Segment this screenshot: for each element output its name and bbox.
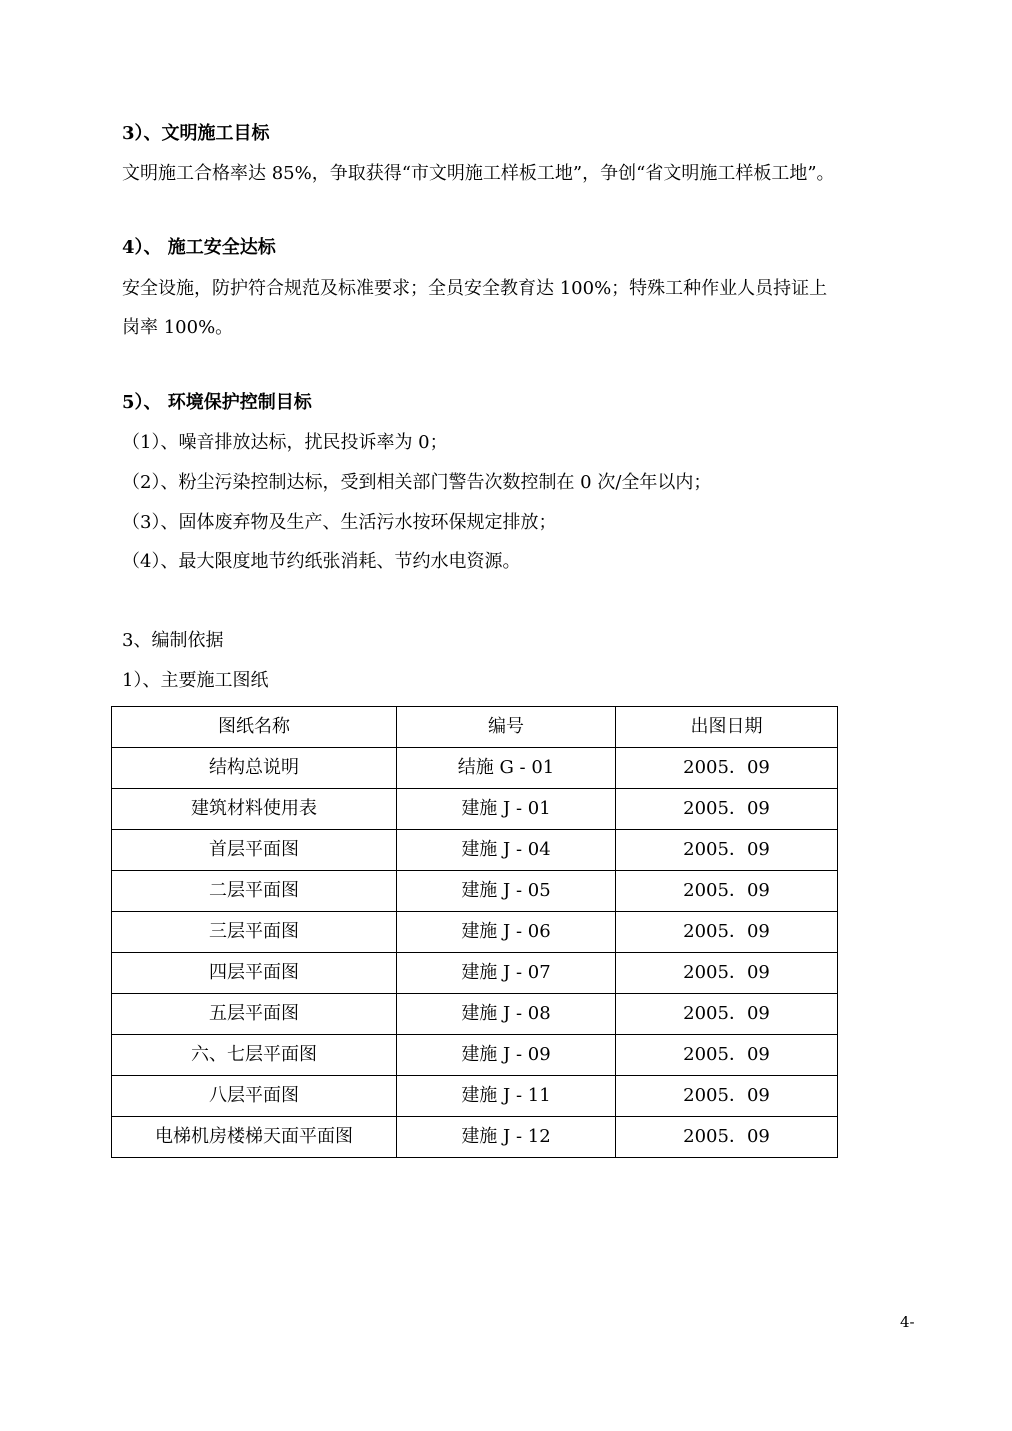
table-row	[112, 789, 838, 830]
table-cell-code: 建施 J - 11	[397, 1076, 616, 1117]
table-cell-name: 结构总说明	[112, 748, 397, 789]
section-5-heading: 5）、 环境保护控制目标	[122, 392, 312, 413]
table-cell-date: 2005．09	[616, 748, 838, 789]
table-row	[112, 1035, 838, 1076]
table-cell-date: 2005．09	[616, 994, 838, 1035]
table-row	[112, 830, 838, 871]
section-3-heading: 3）、文明施工目标	[122, 123, 270, 144]
table-row	[112, 1117, 838, 1158]
table-cell-date: 2005．09	[616, 871, 838, 912]
table-cell-name: 八层平面图	[112, 1076, 397, 1117]
section-5-item: （3）、固体废弃物及生产、生活污水按环保规定排放；	[122, 512, 557, 533]
table-row	[112, 748, 838, 789]
table-cell-name: 四层平面图	[112, 953, 397, 994]
table-row	[112, 994, 838, 1035]
table-cell-date: 2005．09	[616, 830, 838, 871]
drawings-table	[111, 706, 838, 1158]
table-row	[112, 953, 838, 994]
drawings-subheading: 1）、主要施工图纸	[122, 670, 269, 691]
section-4-heading: 4）、 施工安全达标	[122, 237, 276, 258]
table-cell-name: 首层平面图	[112, 830, 397, 871]
section-3-text: 文明施工合格率达 85%，争取获得“市文明施工样板工地”，争创“省文明施工样板工地”。	[122, 163, 835, 184]
table-cell-date: 2005．09	[616, 1117, 838, 1158]
section-5-item: （1）、噪音排放达标，扰民投诉率为 0；	[122, 432, 448, 453]
table-row	[112, 912, 838, 953]
table-cell-name: 二层平面图	[112, 871, 397, 912]
page-number: 4-	[900, 1313, 915, 1331]
table-cell-code: 建施 J - 04	[397, 830, 616, 871]
table-row	[112, 1076, 838, 1117]
section-4-text-line-2: 岗率 100%。	[122, 317, 234, 338]
table-header-row	[112, 707, 838, 748]
table-cell-date: 2005．09	[616, 912, 838, 953]
table-cell-date: 2005．09	[616, 789, 838, 830]
table-cell-date: 2005．09	[616, 1035, 838, 1076]
table-cell-code: 建施 J - 01	[397, 789, 616, 830]
section-5-item: （4）、最大限度地节约纸张消耗、节约水电资源。	[122, 551, 521, 572]
table-header-name: 图纸名称	[112, 707, 397, 748]
table-cell-code: 建施 J - 09	[397, 1035, 616, 1076]
table-cell-code: 建施 J - 06	[397, 912, 616, 953]
table-cell-code: 建施 J - 05	[397, 871, 616, 912]
table-cell-name: 电梯机房楼梯天面平面图	[112, 1117, 397, 1158]
basis-heading: 3、编制依据	[122, 630, 224, 651]
table-cell-code: 建施 J - 08	[397, 994, 616, 1035]
table-cell-name: 建筑材料使用表	[112, 789, 397, 830]
table-header-date: 出图日期	[616, 707, 838, 748]
table-header-code: 编号	[397, 707, 616, 748]
table-cell-date: 2005．09	[616, 1076, 838, 1117]
table-row	[112, 871, 838, 912]
table-cell-code: 建施 J - 12	[397, 1117, 616, 1158]
table-cell-date: 2005．09	[616, 953, 838, 994]
table-cell-name: 三层平面图	[112, 912, 397, 953]
table-cell-name: 六、七层平面图	[112, 1035, 397, 1076]
section-5-item: （2）、粉尘污染控制达标，受到相关部门警告次数控制在 0 次/全年以内；	[122, 472, 712, 493]
section-4-text-line-1: 安全设施，防护符合规范及标准要求；全员安全教育达 100%；特殊工种作业人员持证上	[122, 278, 828, 299]
table-cell-code: 建施 J - 07	[397, 953, 616, 994]
table-cell-name: 五层平面图	[112, 994, 397, 1035]
table-cell-code: 结施 G - 01	[397, 748, 616, 789]
